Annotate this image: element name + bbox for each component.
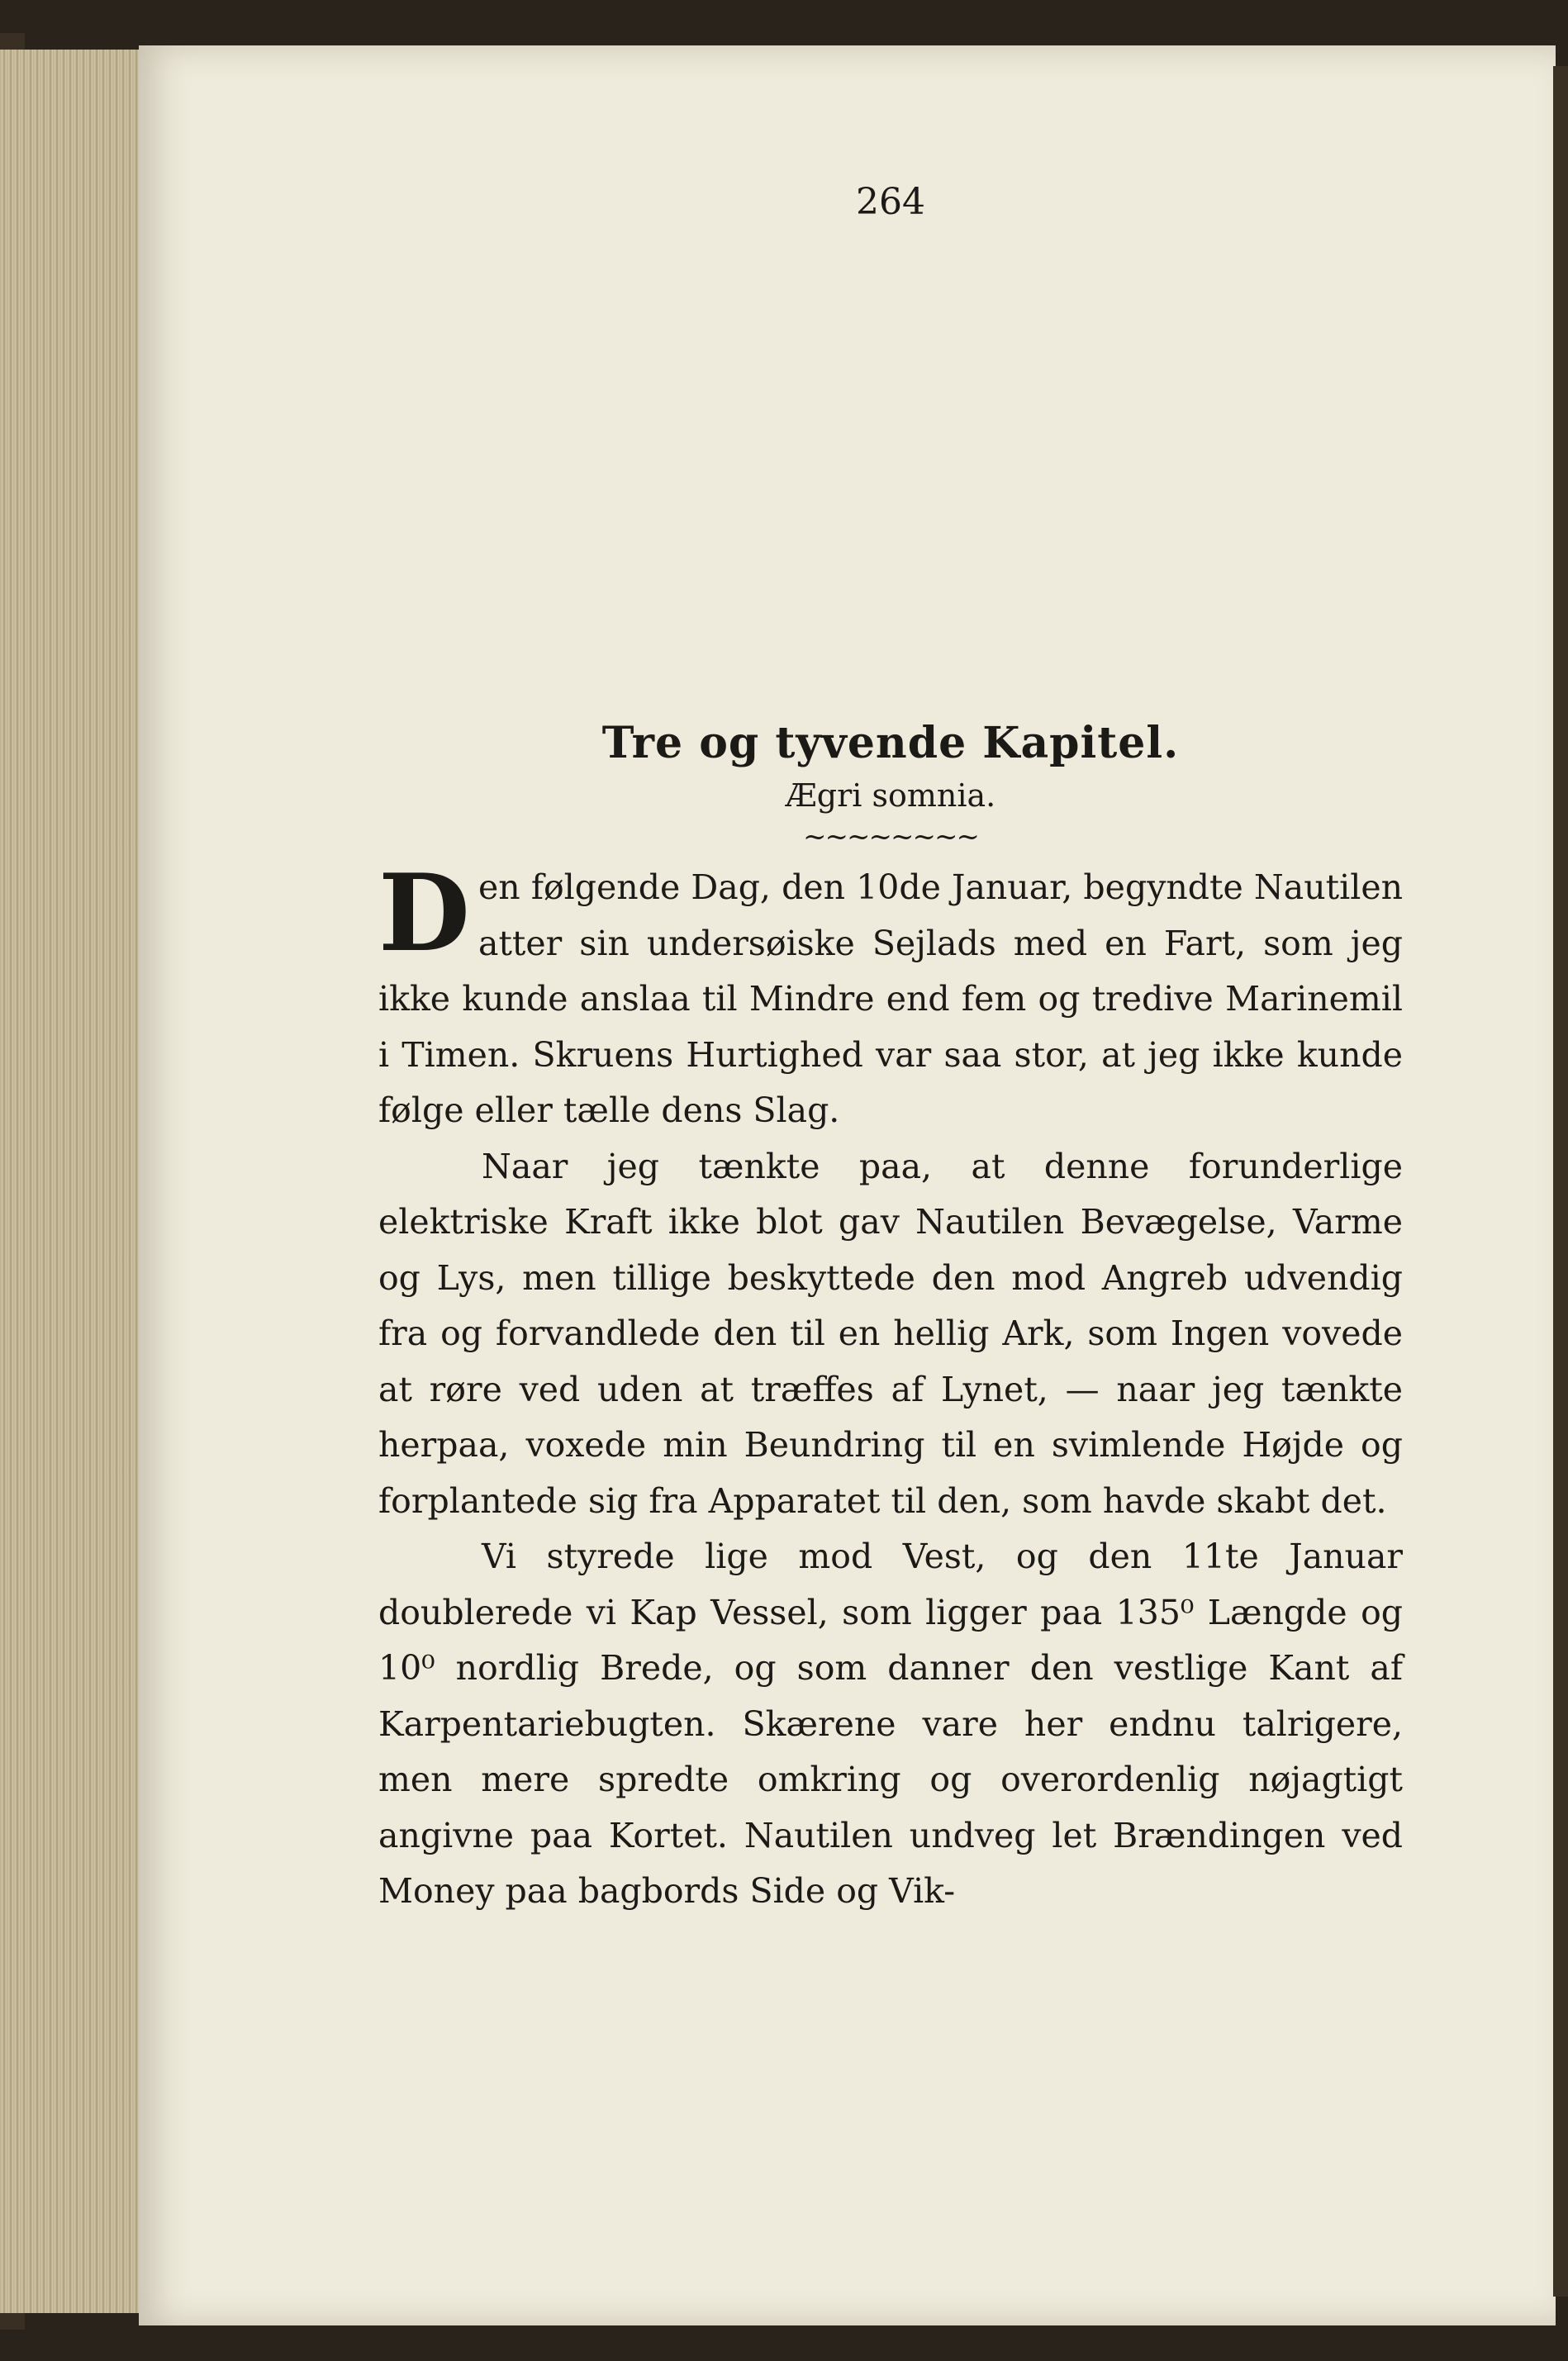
epigraph: Ægri somnia. — [785, 777, 996, 814]
page-content — [378, 178, 1403, 1920]
page-edges — [0, 50, 148, 2313]
page-number: 264 — [856, 181, 925, 223]
paragraph-2: Naar jeg tænkte paa, at denne forunderlige elektriske Kraft ikke blot gav Nautilen Bevægelse, Varme og Lys, men tillige beskyttede den mod Angreb udvendig fra og forvandlede den til en hellig Ark, som Ingen vovede at røre ved uden at træffes af Lynet, — naar jeg tænkte herpaa, voxede min Beundring til en svimlende Højde og forplantede sig fra Apparatet til den, som havde skabt det. — [378, 1146, 1403, 1521]
ornament-divider: ~~~~~~~~ — [803, 820, 978, 853]
paragraph-1-text: en følgende Dag, den 10de Januar, begyndte Nautilen atter sin undersøiske Sejlads med en Fart, som jeg ikke kunde anslaa til Mindre end fem og tredive Marinemil i Timen. Skruens Hurtighed var saa stor, at jeg ikke kunde følge eller tælle dens Slag. — [378, 867, 1403, 1130]
right-edge-shadow — [1553, 66, 1568, 2297]
body-text — [378, 852, 1403, 1920]
paragraph-3: Vi styrede lige mod Vest, og den 11te Januar doublerede vi Kap Vessel, som ligger paa 135⁰ Længde og 10⁰ nordlig Brede, og som danner den vestlige Kant af Karpentariebugten. Skærene vare her endnu talrigere, men mere spredte omkring og overordenlig nøjagtigt angivne paa Kortet. Nautilen undveg let Brændingen ved Money paa bagbords Side og Vik- — [378, 1537, 1403, 1911]
drop-cap: D — [378, 852, 470, 976]
chapter-title: Tre og tyvende Kapitel. — [601, 718, 1180, 768]
paragraph-1 — [378, 852, 1403, 1139]
